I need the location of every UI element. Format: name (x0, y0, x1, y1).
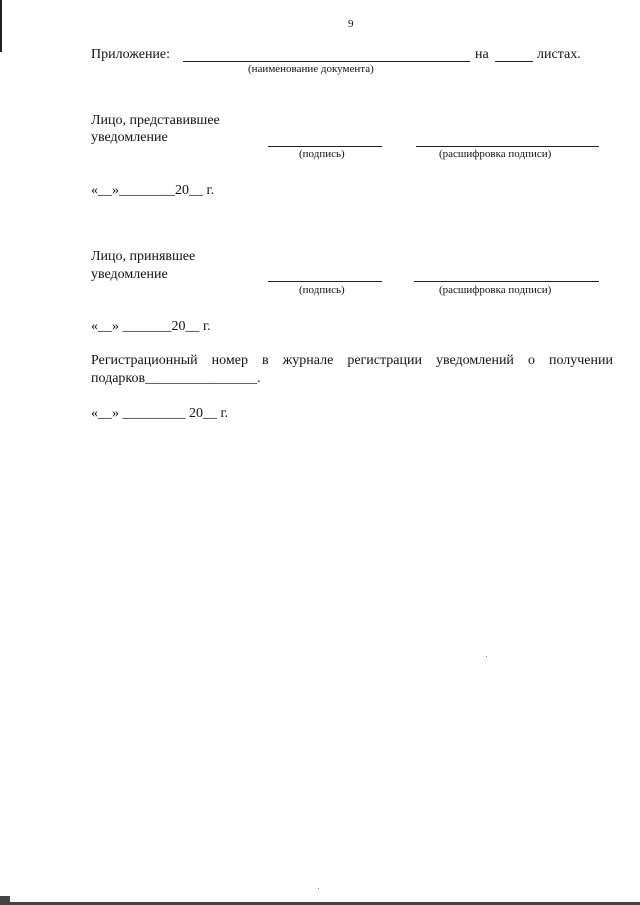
attachment-caption: (наименование документа) (248, 63, 374, 75)
presenter-label-line2: уведомление (91, 130, 168, 145)
presenter-decoding-caption: (расшифровка подписи) (439, 148, 552, 160)
presenter-date: «__»________20__ г. (91, 183, 215, 198)
presenter-decoding-blank (416, 146, 599, 147)
attachment-document-blank (183, 61, 470, 62)
presenter-signature-caption: (подпись) (299, 148, 345, 160)
receiver-signature-blank (268, 281, 382, 282)
attachment-label: Приложение: (91, 47, 171, 62)
attachment-sheets-label: листах. (537, 47, 581, 62)
presenter-label-line1: Лицо, представившее (91, 113, 220, 128)
receiver-decoding-blank (414, 281, 599, 282)
registration-text-line2: подарков________________. (91, 371, 261, 386)
receiver-label-line1: Лицо, принявшее (91, 249, 196, 264)
receiver-date: «__» _______20__ г. (91, 319, 211, 334)
registration-text-line1: Регистрационный номер в журнале регистрации уведомлений о получении (91, 353, 613, 368)
scan-speck (486, 656, 487, 657)
presenter-signature-blank (268, 146, 382, 147)
page-number: 9 (348, 18, 354, 30)
receiver-label-line2: уведомление (91, 267, 168, 282)
receiver-decoding-caption: (расшифровка подписи) (439, 284, 552, 296)
scan-edge-mark (0, 0, 2, 52)
scan-speck (318, 888, 319, 889)
attachment-on-label: на (475, 47, 489, 62)
registration-date: «__» _________ 20__ г. (91, 406, 229, 421)
receiver-signature-caption: (подпись) (299, 284, 345, 296)
attachment-sheets-blank (495, 61, 533, 62)
